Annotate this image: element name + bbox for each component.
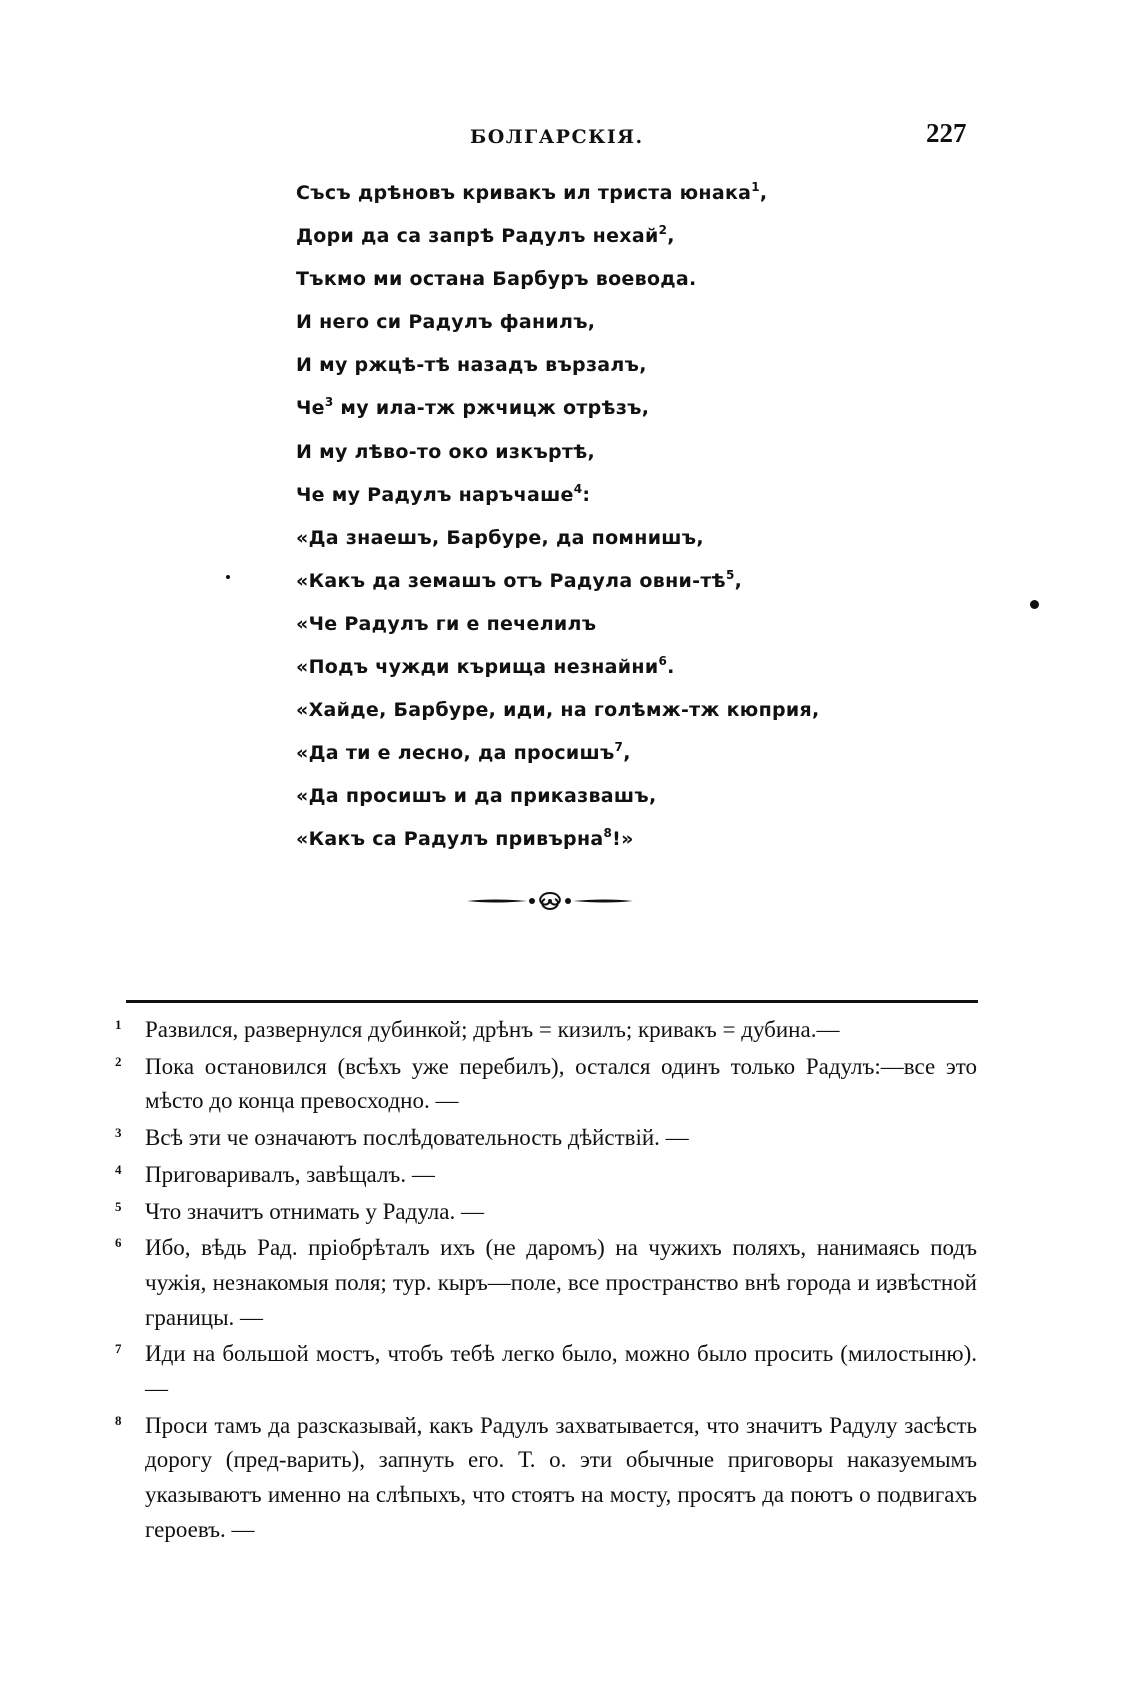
footnote-separator	[126, 1000, 978, 1003]
poem-line: Дори да са запрѣ Радулъ нехай$^2$,	[296, 223, 675, 248]
footnote-text: Пока остановился (всѣхъ уже перебилъ), остался одинъ только Радулъ:—все это мѣсто до конца превосходно. —	[145, 1053, 977, 1114]
footnote-number: 3	[115, 1125, 122, 1141]
footnote-text: Проси тамъ да разсказывай, какъ Радулъ захватывается, что значитъ Радулу засѣсть дорогу (пред-варить), запнуть его. Т. о. эти обычные приговоры наказуемымъ указываютъ именно на слѣпыхъ, что стоятъ на мосту, просятъ да поютъ о подвигахъ героевъ. —	[145, 1412, 977, 1542]
footnote	[115, 1337, 977, 1406]
poem-line: «Подъ чужди кърища незнайни$^6$.	[296, 654, 675, 679]
footnote-text: Иди на большой мостъ, чтобъ тебѣ легко было, можно было просить (милостыню). —	[145, 1341, 977, 1402]
footnote	[115, 1121, 977, 1156]
footnote	[115, 1195, 977, 1230]
footnote-text: Что значитъ отнимать у Радула. —	[145, 1198, 484, 1224]
poem-line: «Че Радулъ ги е печелилъ	[296, 612, 597, 635]
footnotes	[115, 1013, 977, 1550]
poem-line: $Че^3$ му ила-тж ржчицж отрѣзъ,	[296, 395, 650, 420]
footnote-text: Приговаривалъ, завѣщалъ. —	[145, 1161, 435, 1187]
poem-line: И му лѣво-то око изкъртѣ,	[296, 440, 596, 463]
footnote-text: Ибо, вѣдь Рад. пріобрѣталъ ихъ (не даромъ) на чужихъ поляхъ, нанимаясь подъ чужія, незнакомыя поля; тур. кыръ—поле, все пространство внѣ города и извѣстной границы. —	[145, 1235, 977, 1330]
page-number: 227	[926, 118, 967, 148]
footnote	[115, 1231, 977, 1335]
footnote-number: 7	[115, 1341, 122, 1357]
page-header-title: БОЛГАРСКІЯ.	[470, 126, 644, 148]
footnote-number: 5	[115, 1198, 122, 1214]
poem-line: Съсъ дрѣновъ кривакъ ил триста юнака$^1$,	[296, 180, 768, 204]
footnote-number: 1	[115, 1017, 122, 1032]
ink-speck	[226, 575, 230, 579]
poem-line: «Хайде, Барбуре, иди, на голѣмж-тж кюприя,	[296, 699, 820, 722]
poem-line: И му ржцѣ-тѣ назадъ вързалъ,	[296, 354, 647, 377]
footnote-text: Всѣ эти че означаютъ послѣдовательность дѣйствій. —	[145, 1125, 689, 1151]
poem-line: Тъкмо ми остана Барбуръ воевода.	[296, 268, 697, 291]
footnote-number: 6	[115, 1235, 122, 1251]
poem-line: «Какъ са Радулъ привърна$^8$!»	[296, 826, 634, 851]
ink-speck	[1030, 600, 1039, 609]
poem-line: «Да ти е лесно, да просишъ$^7$,	[296, 740, 631, 765]
footnote-number: 2	[115, 1053, 122, 1069]
poem-line: «Да просишъ и да приказвашъ,	[296, 785, 657, 808]
footnote	[115, 1013, 977, 1048]
footnote	[115, 1409, 977, 1548]
poem-line: «Да знаешъ, Барбуре, да помнишъ,	[296, 526, 704, 549]
poem	[296, 172, 1016, 862]
running-head	[0, 118, 1140, 158]
poem-line: «Какъ да земашъ отъ Радула овни-$тѣ^5$,	[296, 567, 743, 592]
footnote	[115, 1050, 977, 1119]
poem-line: И него си Радулъ фанилъ,	[296, 311, 596, 334]
footnote-number: 4	[115, 1161, 122, 1177]
footnote-number: 8	[115, 1412, 122, 1428]
footnote-text: Развился, развернулся дубинкой; дрѣнъ = кизилъ; кривакъ = дубина.—	[145, 1017, 840, 1042]
poem-line: Че му Радулъ наръчаше$^4$:	[296, 481, 591, 506]
footnote	[115, 1158, 977, 1193]
ornament-divider-icon	[465, 890, 635, 912]
